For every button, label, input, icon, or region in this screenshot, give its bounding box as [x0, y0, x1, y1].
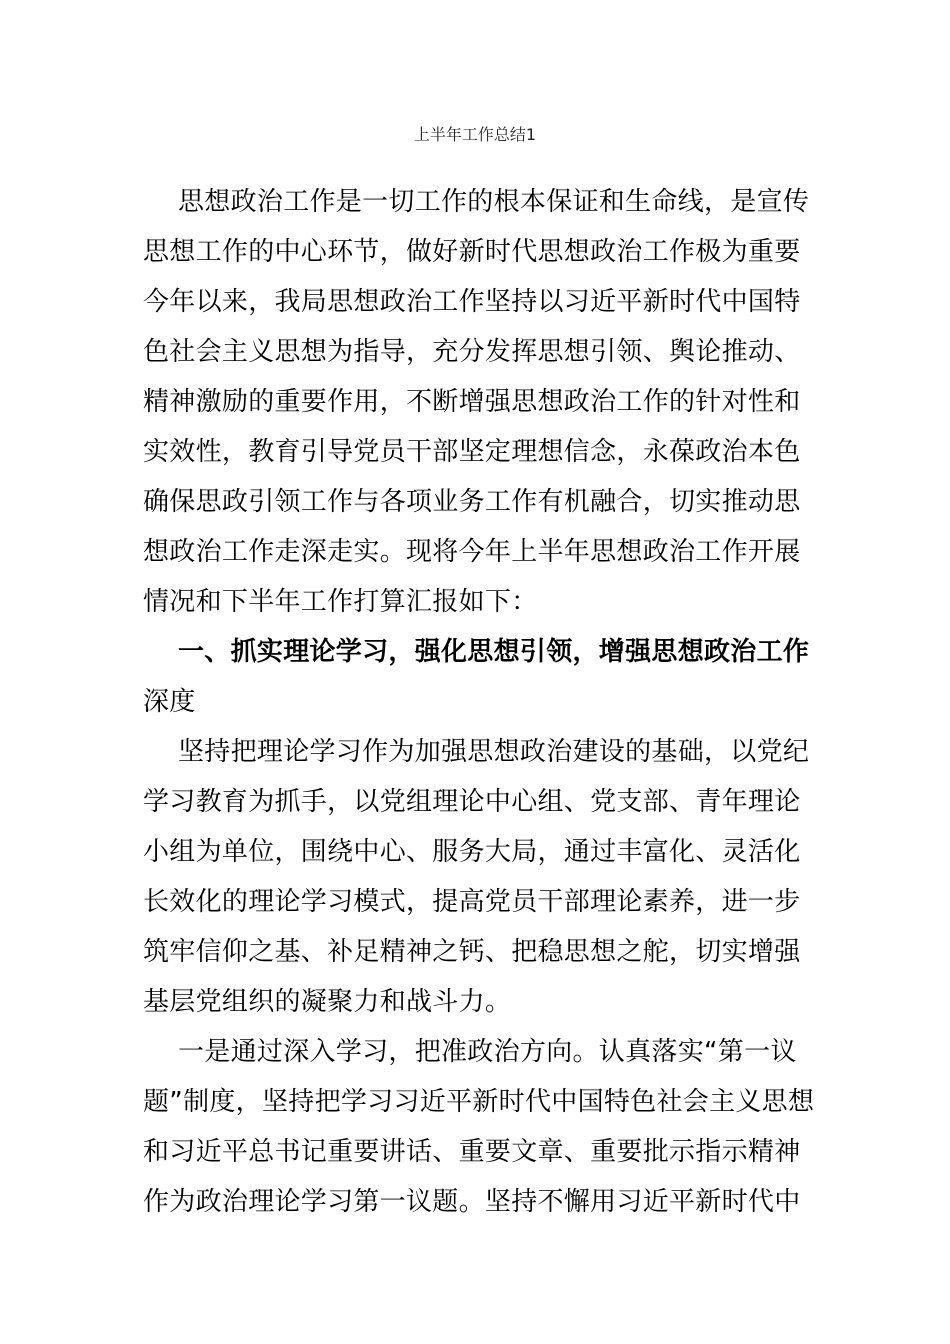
paragraph-line: 精神激励的重要作用，不断增强思想政治工作的针对性和: [143, 387, 801, 417]
paragraph-line: 情况和下半年工作打算汇报如下：: [143, 587, 538, 617]
paragraph-line: 一是通过深入学习，把准政治方向。认真落实“第一议: [178, 1037, 797, 1067]
paragraph-line: 题”制度，坚持把学习习近平新时代中国特色社会主义思想: [143, 1087, 815, 1117]
paragraph-line: 基层党组织的凝聚力和战斗力。: [143, 987, 512, 1017]
paragraph-line: 作为政治理论学习第一议题。坚持不懈用习近平新时代中: [143, 1187, 801, 1217]
paragraph-line: 长效化的理论学习模式，提高党员干部理论素养，进一步: [143, 887, 801, 917]
paragraph-line: 筑牢信仰之基、补足精神之钙、把稳思想之舵，切实增强: [143, 937, 801, 967]
paragraph-line: 思想政治工作是一切工作的根本保证和生命线，是宣传: [178, 187, 810, 217]
paragraph-line: 学习教育为抓手，以党组理论中心组、党支部、青年理论: [143, 787, 801, 817]
section-heading-line: 一、抓实理论学习，强化思想引领，增强思想政治工作: [178, 637, 810, 667]
paragraph-line: 思想工作的中心环节，做好新时代思想政治工作极为重要: [143, 237, 801, 267]
document-body: [143, 177, 815, 1227]
paragraph-line: 小组为单位，围绕中心、服务大局，通过丰富化、灵活化: [143, 837, 801, 867]
paragraph-line: 实效性，教育引导党员干部坚定理想信念，永葆政治本色: [143, 437, 801, 467]
paragraph-line: 色社会主义思想为指导，充分发挥思想引领、舆论推动、: [143, 337, 801, 367]
paragraph-line: 想政治工作走深走实。现将今年上半年思想政治工作开展: [143, 537, 801, 567]
paragraph-line: 今年以来，我局思想政治工作坚持以习近平新时代中国特: [143, 287, 801, 317]
paragraph-line: 和习近平总书记重要讲话、重要文章、重要批示指示精神: [143, 1137, 801, 1167]
section-heading-line: 深度: [143, 687, 196, 717]
document-title: 上半年工作总结1: [413, 125, 537, 144]
paragraph-line: 确保思政引领工作与各项业务工作有机融合，切实推动思: [143, 487, 801, 517]
paragraph-line: 坚持把理论学习作为加强思想政治建设的基础，以党纪: [178, 737, 810, 767]
